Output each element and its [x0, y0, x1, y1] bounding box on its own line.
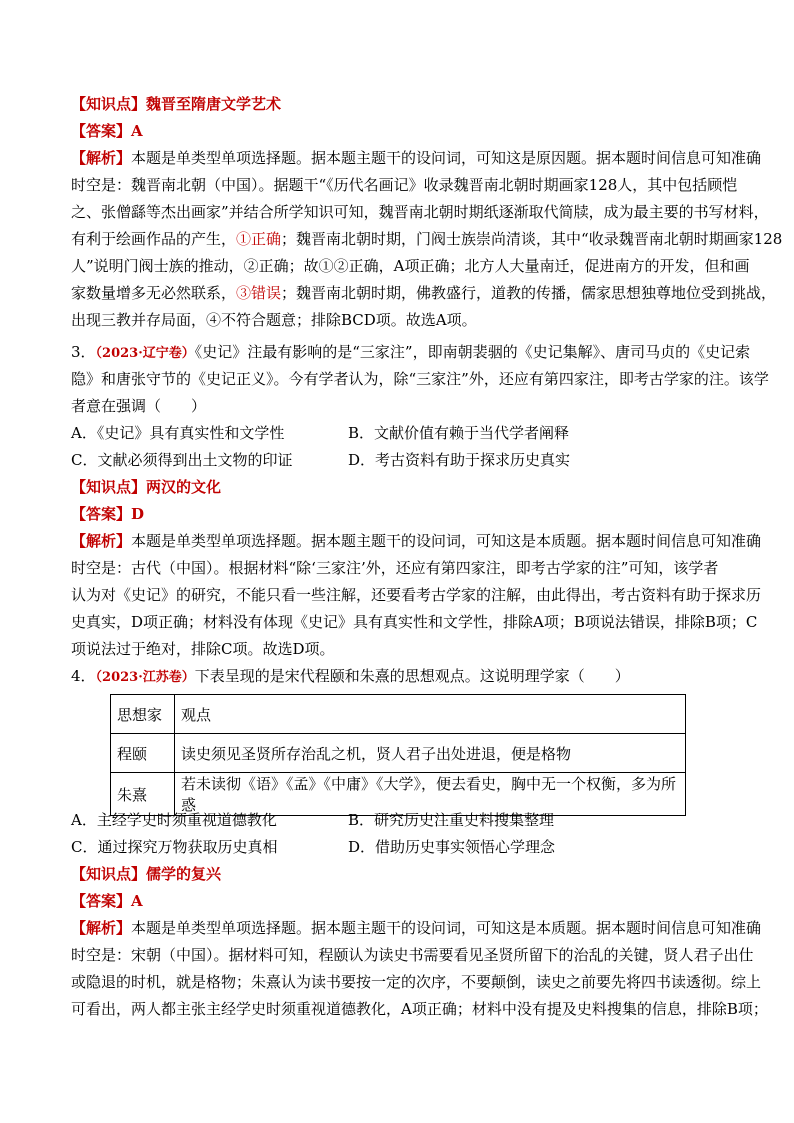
question-3-source: （2023·辽宁卷）: [95, 346, 195, 361]
thinkers-table: [110, 694, 686, 816]
question-3-number: 3．: [71, 343, 96, 361]
explanation-4-line-1: 【解析】本题是单类型单项选择题。据本题主题干的设问词，可知这是本质题。据本题时间信息可知准确: [71, 919, 762, 937]
question-3-option-a: A．《史记》具有真实性和文学性: [71, 424, 285, 442]
question-4-option-a: A．主经学史时须重视道德教化: [71, 811, 277, 829]
explanation-1-line-6: 家数量增多无必然联系，③错误；魏晋南北朝时期，佛教盛行，道教的传播，儒家思想独尊地位受到挑战，: [71, 284, 777, 302]
explanation-4-line-4: 可看出，两人都主张主经学史时须重视道德教化，A项正确；材料中没有提及史料搜集的信息，排除B项；: [71, 1000, 768, 1018]
table-header-thinker: 思想家: [111, 695, 175, 734]
answer-1: 【答案】A: [71, 122, 143, 140]
explanation-1-line-3: 之、张僧繇等杰出画家”并结合所学知识可知，魏晋南北朝时期纸逐渐取代简牍，成为最主要的书写材料，: [71, 203, 769, 221]
question-4-stem: 4．（2023·江苏卷）下表呈现的是宋代程颐和朱熹的思想观点。这说明理学家（ ）: [71, 667, 630, 685]
answer-4: 【答案】A: [71, 892, 143, 910]
answer-3: 【答案】D: [71, 505, 145, 523]
table-cell-view: 读史须见圣贤所存治乱之机，贤人君子出处进退，便是格物: [175, 734, 686, 773]
question-3-stem-line-2: 隐》和唐张守节的《史记正义》。今有学者认为，除“三家注”外，还应有第四家注，即考古学家的注。该学: [71, 370, 769, 388]
question-3-stem-line-3: 者意在强调（ ）: [71, 397, 207, 415]
table-cell-thinker: 程颐: [111, 734, 175, 773]
knowledge-point-1-text: 魏晋至隋唐文学艺术: [146, 95, 282, 113]
explanation-1-line-1: 【解析】本题是单类型单项选择题。据本题主题干的设问词，可知这是原因题。据本题时间信息可知准确: [71, 149, 762, 167]
table-cell-thinker: 朱熹: [111, 773, 175, 816]
explanation-1-line-2: 时空是：魏晋南北朝（中国）。据题干“《历代名画记》收录魏晋南北朝时期画家128人，其中包括顾恺: [71, 176, 738, 194]
question-3-stem-line-1: 3．（2023·辽宁卷）《史记》注最有影响的是“三家注”，即南朝裴骃的《史记集解》、唐司马贞的《史记索: [71, 343, 751, 361]
explanation-4-line-2: 时空是：宋朝（中国）。据材料可知，程颐认为读史书需要看见圣贤所留下的治乱的关键，贤人君子出仕: [71, 946, 754, 964]
knowledge-point-1: 【知识点】魏晋至隋唐文学艺术: [71, 95, 282, 113]
table-header-view: 观点: [175, 695, 686, 734]
question-4-option-c: C．通过探究万物获取历史真相: [71, 838, 278, 856]
table-cell-view: 若未读彻《语》《孟》《中庸》《大学》，便去看史，胸中无一个权衡，多为所惑: [175, 773, 686, 816]
explanation-3-line-1: 【解析】本题是单类型单项选择题。据本题主题干的设问词，可知这是本质题。据本题时间信息可知准确: [71, 532, 762, 550]
question-4-source: （2023·江苏卷）: [95, 670, 195, 685]
answer-1-value: A: [131, 122, 143, 140]
question-3-option-d: D．考古资料有助于探求历史真实: [348, 451, 571, 469]
correct-note: ①正确: [236, 230, 282, 248]
knowledge-point-3: 【知识点】两汉的文化: [71, 478, 222, 496]
question-4-option-d: D．借助历史事实领悟心学理念: [348, 838, 556, 856]
explanation-3-line-2: 时空是：古代（中国）。根据材料“除‘三家注’外，还应有第四家注，即考古学家的注”可知，该学者: [71, 559, 719, 577]
explanation-1-line-7: 出现三教并存局面，④不符合题意；排除BCD项。故选A项。: [71, 311, 477, 329]
table-row: [111, 734, 686, 773]
explanation-3-line-5: 项说法过于绝对，排除C项。故选D项。: [71, 640, 335, 658]
question-3-option-c: C．文献必须得到出土文物的印证: [71, 451, 293, 469]
explanation-4-line-3: 或隐退的时机，就是格物；朱熹认为读书要按一定的次序，不要颠倒，读史之前要先将四书读透彻。综上: [71, 973, 762, 991]
knowledge-point-4: 【知识点】儒学的复兴: [71, 865, 222, 883]
explanation-1-line-5: 人”说明门阀士族的推动，②正确；故①②正确，A项正确；北方人大量南迁，促进南方的开发，但和画: [71, 257, 750, 275]
table-header-row: [111, 695, 686, 734]
question-3-option-b: B．文献价值有赖于当代学者阐释: [348, 424, 570, 442]
question-4-option-b: B．研究历史注重史料搜集整理: [348, 811, 555, 829]
explanation-1-line-4: 有利于绘画作品的产生，①正确；魏晋南北朝时期，门阀士族崇尚清谈，其中“收录魏晋南北朝时期画家128: [71, 230, 783, 248]
question-4-number: 4．: [71, 667, 96, 685]
wrong-note: ③错误: [236, 284, 282, 302]
explanation-3-line-4: 史真实，D项正确；材料没有体现《史记》具有真实性和文学性，排除A项；B项说法错误，排除B项；C: [71, 613, 758, 631]
explanation-3-line-3: 认为对《史记》的研究，不能只看一些注解，还要看考古学家的注解，由此得出，考古资料有助于探求历: [71, 586, 762, 604]
